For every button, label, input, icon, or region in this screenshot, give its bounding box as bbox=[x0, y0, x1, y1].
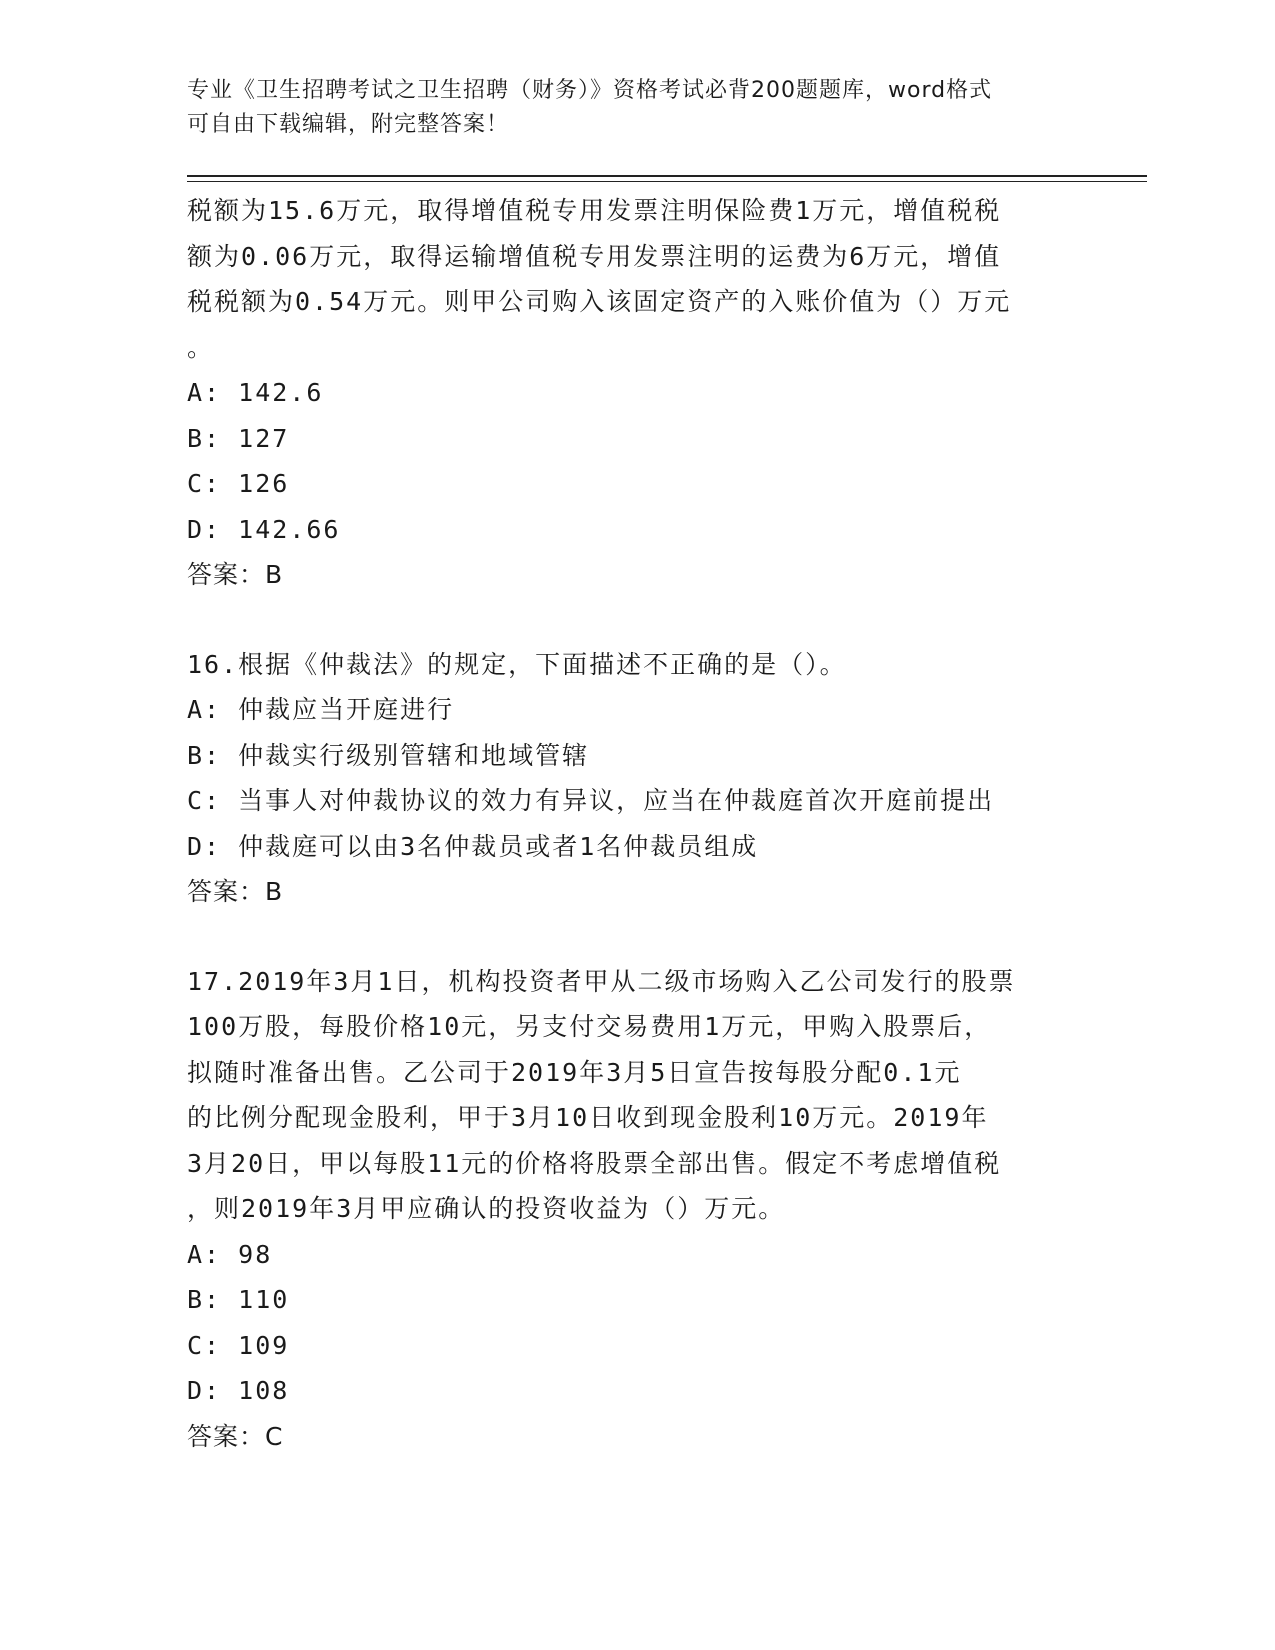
question-16 bbox=[187, 642, 1087, 915]
spacer bbox=[187, 598, 1087, 642]
question-text-line: 3月20日，甲以每股11元的价格将股票全部出售。假定不考虑增值税 bbox=[187, 1148, 1002, 1178]
option-d: D: 108 bbox=[187, 1376, 290, 1405]
option-b: B: 127 bbox=[187, 423, 290, 453]
answer-line: 答案：B bbox=[187, 877, 284, 906]
question-text-line: 税额为15.6万元，取得增值税专用发票注明保险费1万元，增值税税 bbox=[187, 196, 1002, 225]
option-a: A: 98 bbox=[187, 1239, 273, 1269]
answer-line: 答案：C bbox=[187, 1421, 284, 1451]
option-c: C: 126 bbox=[187, 469, 290, 498]
question-15 bbox=[187, 188, 1087, 598]
option-c: C: 当事人对仲裁协议的效力有异议，应当在仲裁庭首次开庭前提出 bbox=[187, 786, 995, 815]
question-text-line: 100万股，每股价格10元，另支付交易费用1万元，甲购入股票后， bbox=[187, 1012, 992, 1041]
spacer bbox=[187, 915, 1087, 959]
question-text-line: 17.2019年3月1日，机构投资者甲从二级市场购入乙公司发行的股票 bbox=[187, 966, 1016, 996]
question-text-line: 的比例分配现金股利，甲于3月10日收到现金股利10万元。2019年 bbox=[187, 1103, 989, 1132]
question-text-line: 。 bbox=[187, 332, 215, 362]
option-b: B: 仲裁实行级别管辖和地域管辖 bbox=[187, 740, 590, 770]
header-divider-thick bbox=[187, 175, 1147, 177]
question-text-line: 16.根据《仲裁法》的规定，下面描述不正确的是（）。 bbox=[187, 649, 847, 679]
document-header bbox=[187, 74, 1067, 142]
question-text-line: 拟随时准备出售。乙公司于2019年3月5日宣告按每股分配0.1元 bbox=[187, 1057, 962, 1087]
header-divider-thin bbox=[187, 181, 1147, 182]
header-line-1: 专业《卫生招聘考试之卫生招聘（财务）》资格考试必背200题题库，word格式 bbox=[187, 78, 993, 103]
option-b: B: 110 bbox=[187, 1285, 290, 1314]
answer-line: 答案：B bbox=[187, 560, 284, 589]
document-body bbox=[187, 188, 1087, 1459]
question-text-line: 税税额为0.54万元。则甲公司购入该固定资产的入账价值为（）万元 bbox=[187, 287, 1012, 316]
question-text-line: 额为0.06万元，取得运输增值税专用发票注明的运费为6万元，增值 bbox=[187, 241, 1002, 271]
option-d: D: 仲裁庭可以由3名仲裁员或者1名仲裁员组成 bbox=[187, 831, 759, 861]
question-text-line: ，则2019年3月甲应确认的投资收益为（）万元。 bbox=[187, 1194, 786, 1223]
option-a: A: 仲裁应当开庭进行 bbox=[187, 695, 455, 724]
option-d: D: 142.66 bbox=[187, 514, 341, 544]
header-line-2: 可自由下载编辑，附完整答案！ bbox=[187, 112, 510, 137]
question-17 bbox=[187, 959, 1087, 1460]
option-a: A: 142.6 bbox=[187, 378, 324, 407]
option-c: C: 109 bbox=[187, 1330, 290, 1360]
